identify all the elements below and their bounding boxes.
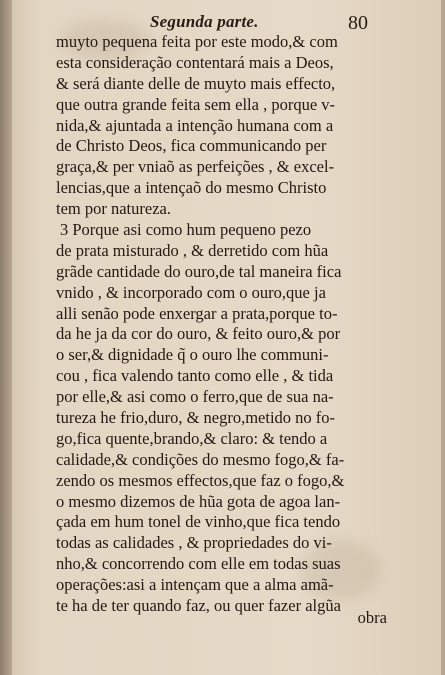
text-line: o mesmo dizemos de hũa gota de agoa lan- [56,491,341,511]
text-line: calidade,& condições do mesmo fogo,& fa- [56,449,345,469]
text-line: lencias,que a intençaõ do mesmo Christo [56,178,327,198]
text-line: çada em hum tonel de vinho,que fica tendo [56,512,341,532]
text-line: nida,& ajuntada a intenção humana com a [56,115,334,135]
text-line: tureza he frio,duro, & negro,metido no fo- [56,408,336,428]
text-line: de Christo Deos, fica communicando per [56,136,327,156]
page-edge [441,0,445,675]
text-line: o ser,& dignidade q̃ o ouro lhe communi- [56,345,329,365]
running-head: Segunda parte. [150,12,259,31]
page-number: 80 [348,12,368,34]
text-line: por elle,& asi como o ferro,que de sua na- [56,387,334,407]
catchword: obra [357,608,387,627]
text-line: te ha de ter quando faz, ou quer fazer algũa [56,596,341,616]
text-line: muyto pequena feita por este modo,& com [56,32,338,51]
text-line: alli senão pode enxergar a prata,porque to- [56,303,338,323]
text-line: esta consideração contentará mais a Deos, [56,52,334,72]
text-line: todas as calidades , & propriedades do vi- [56,533,332,553]
text-line: de prata misturado , & derretido com hũa [56,240,329,260]
text-line: zendo os mesmos effectos,que faz o fogo,& [56,470,345,490]
text-line: 3 Porque asi como hum pequeno pezo [60,220,312,240]
binding-gutter [0,0,12,675]
text-line: go,fica quente,brando,& claro: & tendo a [56,428,328,448]
text-line: que outra grande feita sem ella , porque v- [56,94,336,114]
text-line: graça,& per vniaõ as perfeições , & excel- [56,157,335,177]
text-line: tem por natureza. [56,199,171,219]
text-line: nho,& concorrendo com elle em todas suas [56,554,341,574]
text-block [56,32,390,617]
text-line: vnido , & incorporado com o ouro,que ja [56,282,326,302]
text-line: grãde cantidade do ouro,de tal maneira fica [56,261,342,281]
text-line: operações:asi a intençam que a alma amã- [56,575,334,595]
text-line: da he ja da cor do ouro, & feito ouro,& por [56,324,341,344]
text-line: cou , fica valendo tanto como elle , & tida [56,366,334,386]
text-line: & será diante delle de muyto mais effecto, [56,73,336,93]
